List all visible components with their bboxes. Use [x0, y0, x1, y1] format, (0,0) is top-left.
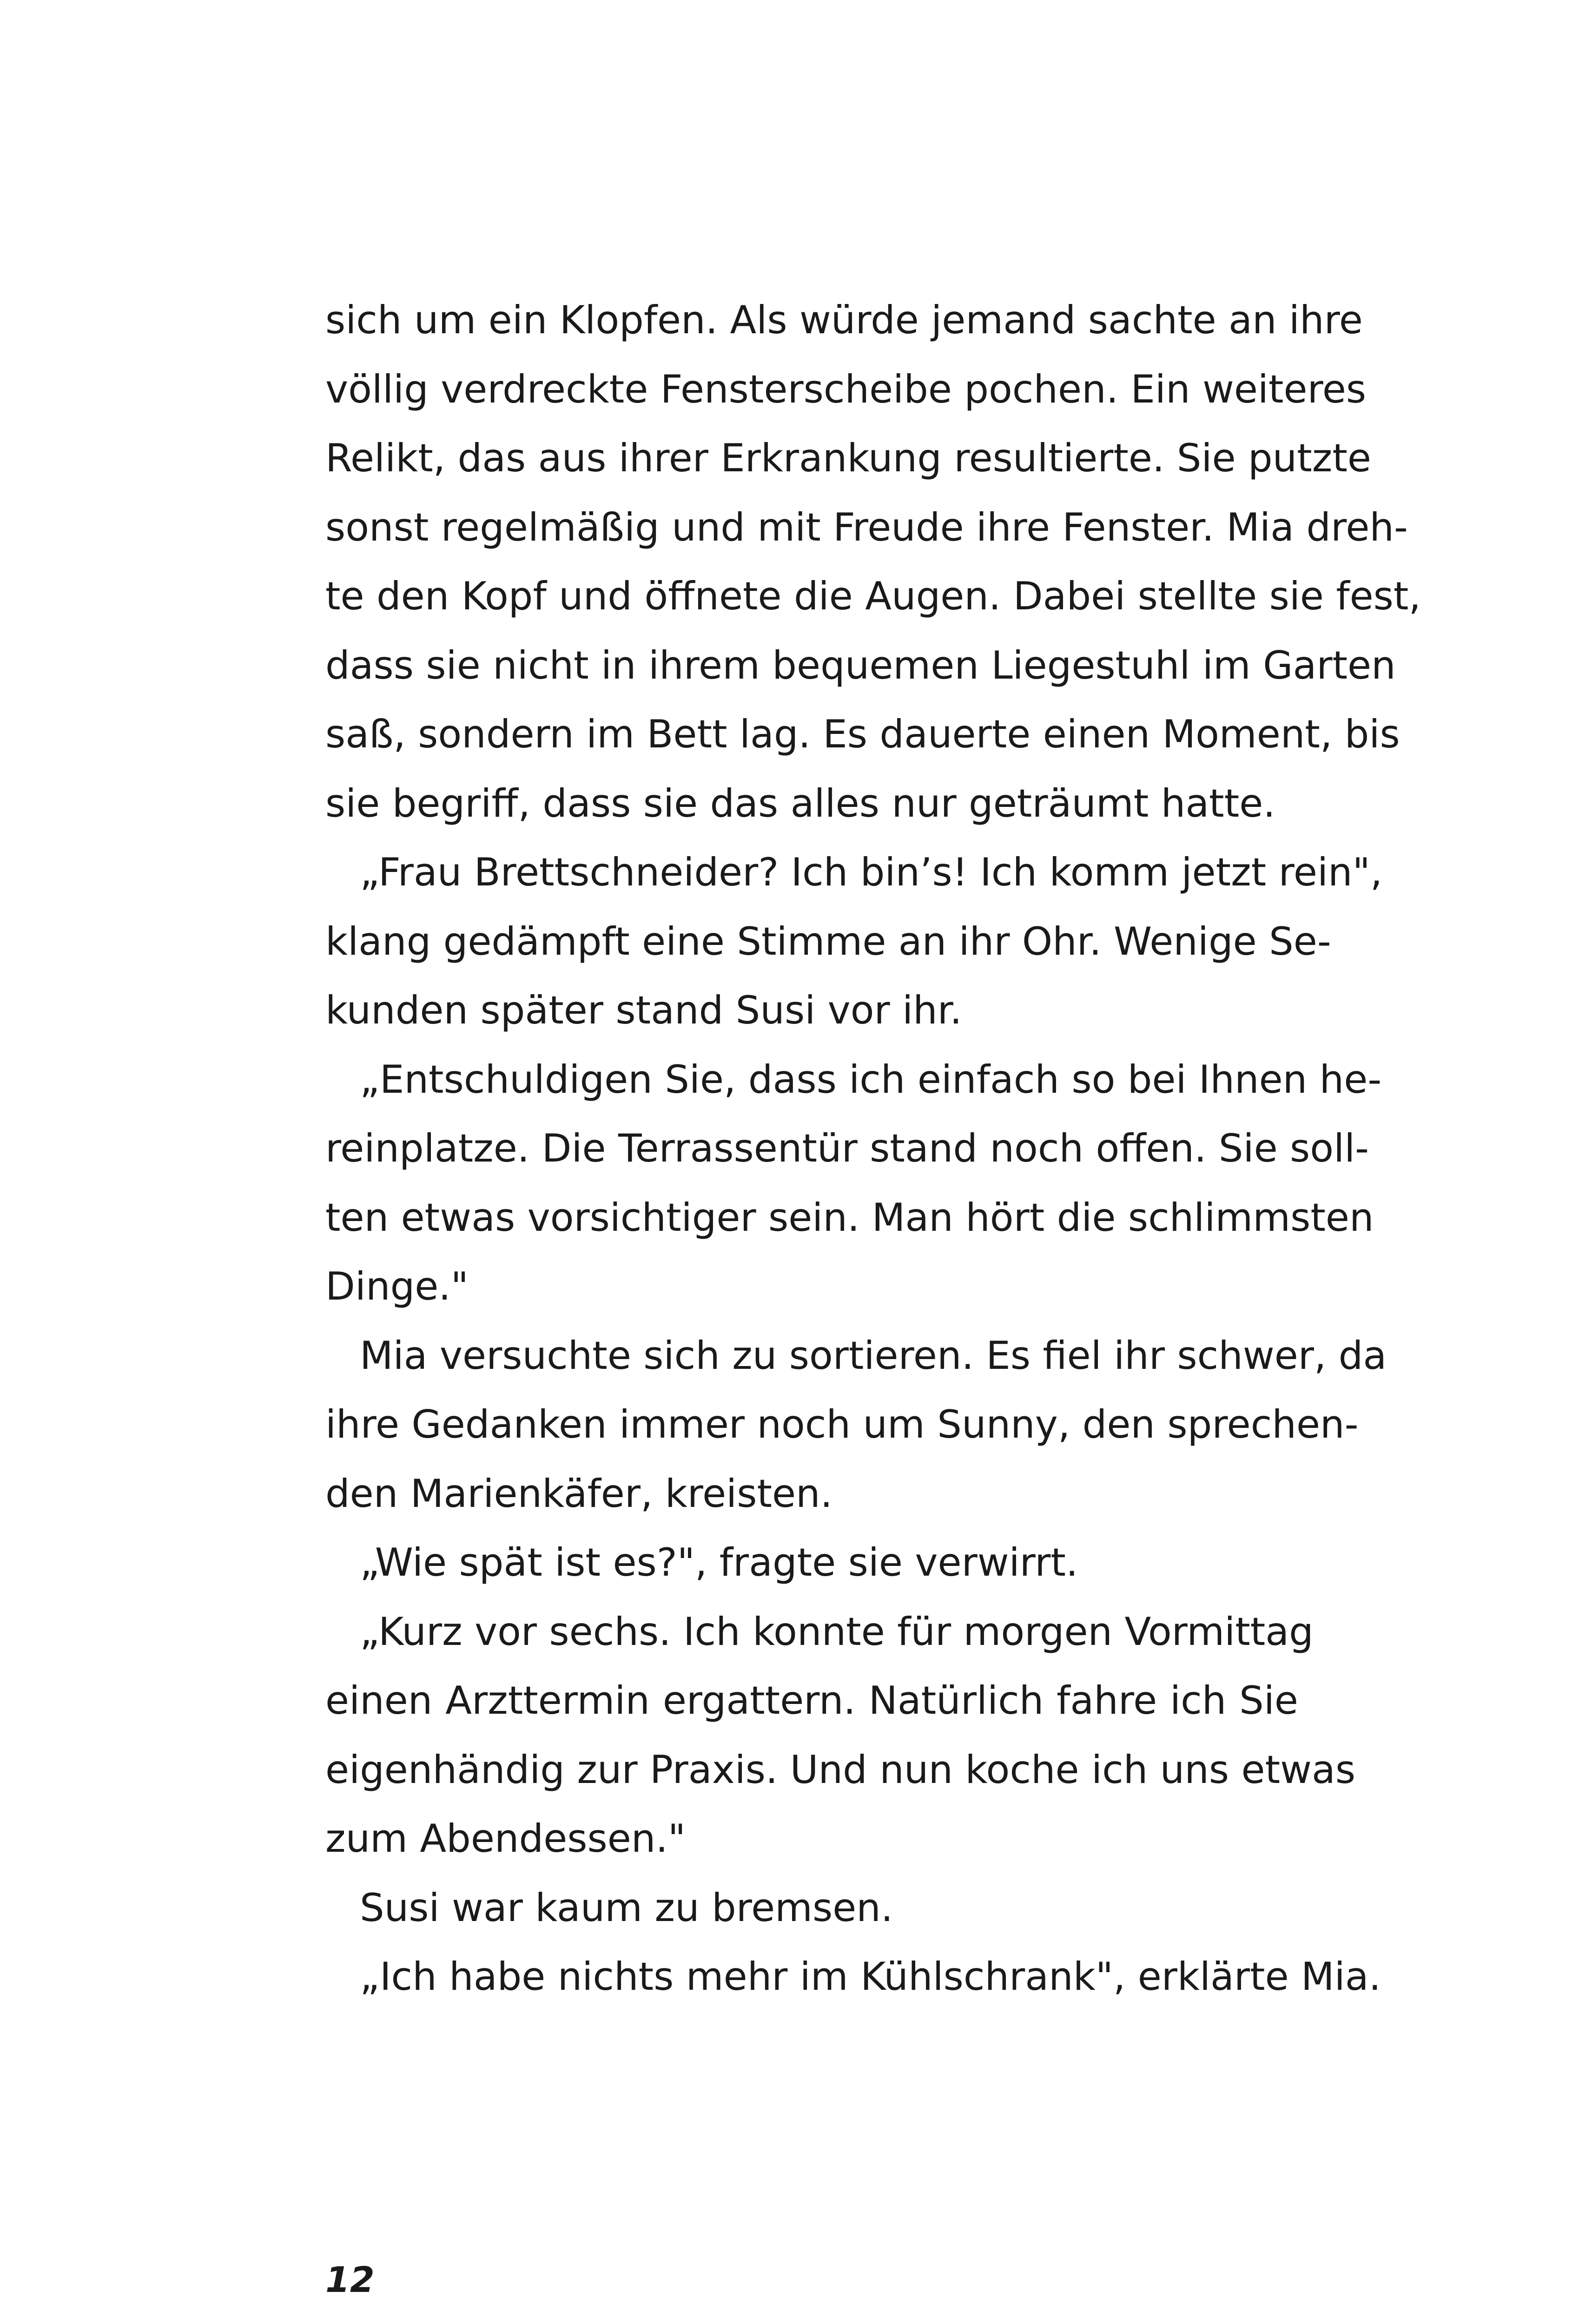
text-line: Dinge."	[325, 1264, 469, 1309]
text-line: ten etwas vorsichtiger sein. Man hört die schlimmsten	[325, 1195, 1374, 1240]
text-line: „Wie spät ist es?", fragte sie verwirrt.	[360, 1540, 1078, 1585]
text-line: eigenhändig zur Praxis. Und nun koche ich uns etwas	[325, 1747, 1356, 1792]
text-line: „Kurz vor sechs. Ich konnte für morgen Vormittag	[360, 1609, 1314, 1654]
text-line: Relikt, das aus ihrer Erkrankung resultierte. Sie putzte	[325, 436, 1371, 481]
page-number: 12	[325, 2259, 375, 2300]
text-line: Mia versuchte sich zu sortieren. Es fiel ihr schwer, da	[360, 1333, 1387, 1378]
text-line: zum Abendessen."	[325, 1816, 686, 1861]
text-line: reinplatze. Die Terrassentür stand noch offen. Sie soll-	[325, 1126, 1369, 1171]
text-line: Susi war kaum zu bremsen.	[360, 1885, 893, 1930]
text-line: „Entschuldigen Sie, dass ich einfach so bei Ihnen he-	[360, 1056, 1382, 1102]
text-line: kunden später stand Susi vor ihr.	[325, 988, 962, 1033]
text-line: „Ich habe nichts mehr im Kühlschrank", erklärte Mia.	[360, 1954, 1381, 1999]
text-line: ihre Gedanken immer noch um Sunny, den sprechen-	[325, 1402, 1359, 1447]
text-line: te den Kopf und öffnete die Augen. Dabei stellte sie fest,	[325, 574, 1421, 619]
text-line: sie begriff, dass sie das alles nur geträumt hatte.	[325, 780, 1275, 826]
text-line: „Frau Brettschneider? Ich bin’s! Ich komm jetzt rein",	[360, 850, 1383, 895]
text-line: völlig verdreckte Fensterscheibe pochen. Ein weiteres	[325, 366, 1367, 412]
text-line: saß, sondern im Bett lag. Es dauerte einen Moment, bis	[325, 712, 1400, 757]
text-line: dass sie nicht in ihrem bequemen Liegestuhl im Garten	[325, 642, 1396, 688]
text-line: den Marienkäfer, kreisten.	[325, 1471, 833, 1516]
text-line: einen Arzttermin ergattern. Natürlich fahre ich Sie	[325, 1678, 1298, 1723]
text-line: klang gedämpft eine Stimme an ihr Ohr. Wenige Se-	[325, 918, 1331, 964]
body-text	[325, 286, 1421, 2012]
text-line: sonst regelmäßig und mit Freude ihre Fenster. Mia dreh-	[325, 504, 1408, 550]
text-line: sich um ein Klopfen. Als würde jemand sachte an ihre	[325, 297, 1363, 343]
